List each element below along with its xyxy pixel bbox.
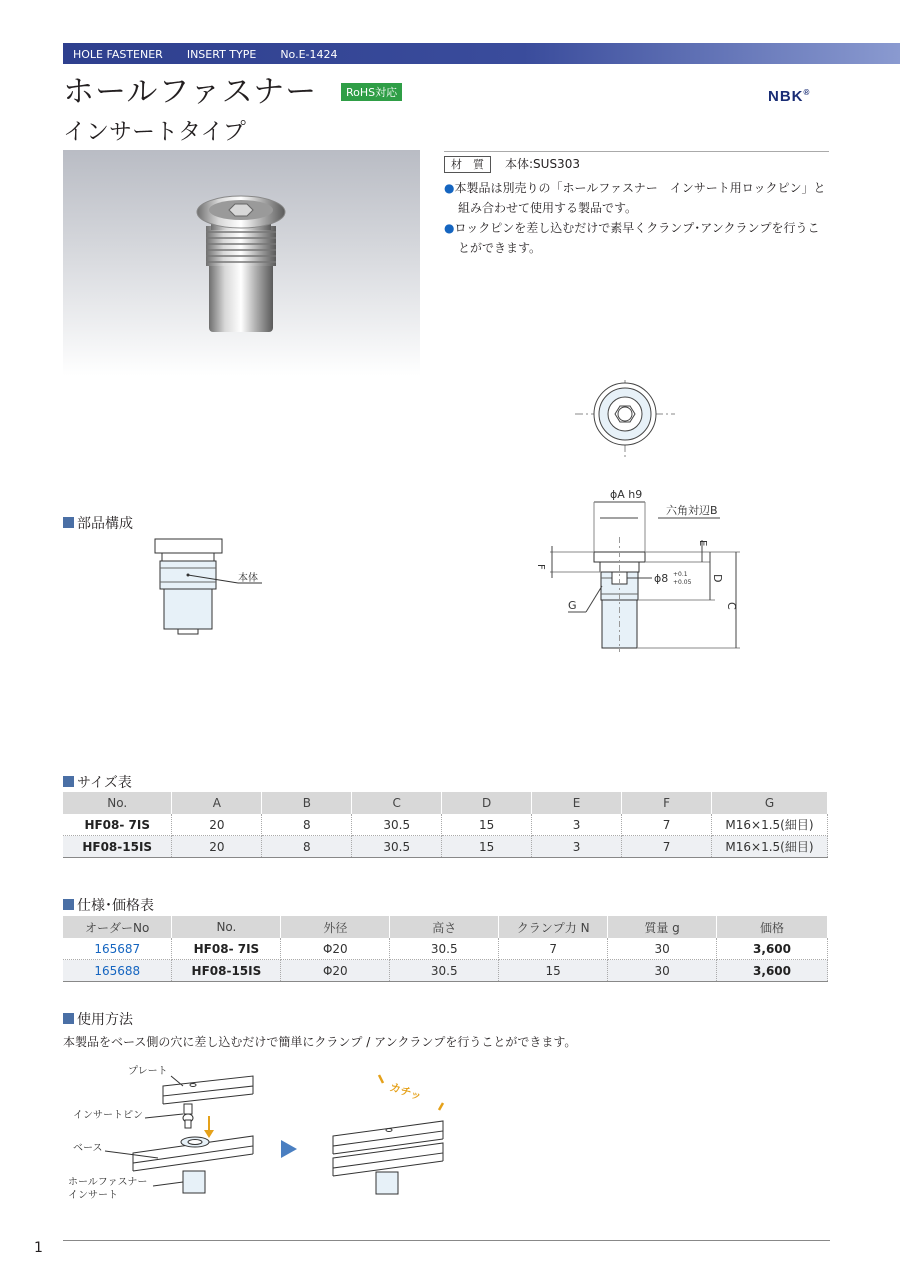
down-arrow-icon: [204, 1130, 214, 1138]
dim-g-label: G: [568, 599, 577, 612]
order-number-link[interactable]: 165687: [63, 938, 172, 960]
table-cell: HF08- 7IS: [172, 938, 281, 960]
section-marker: [63, 899, 74, 910]
top-view-drawing: [570, 380, 680, 460]
table-cell: 20: [172, 814, 262, 836]
table-row: [63, 938, 828, 960]
feature-text-cont: とができます。: [458, 241, 542, 255]
usage-description: 本製品をベース側の穴に差し込むだけで簡単にクランプ / アンクランプを行うことができます。: [63, 1035, 577, 1049]
col-header: G: [711, 792, 827, 814]
feature-text: ロックピンを差し込むだけで素早くクランプ･アンクランプを行うこ: [454, 221, 820, 235]
page-subtitle: インサートタイプ: [63, 119, 246, 145]
size-table: [63, 792, 828, 858]
brand-logo: [768, 88, 810, 105]
header-category: HOLE FASTENER: [73, 48, 163, 61]
tol-upper: +0.1: [673, 571, 688, 578]
size-table-heading: [63, 772, 132, 792]
col-header: 高さ: [390, 916, 499, 938]
usage-heading-text: 使用方法: [77, 1012, 133, 1028]
product-photo: [63, 150, 420, 376]
table-row: [63, 836, 828, 858]
col-header: F: [622, 792, 712, 814]
base-left: [133, 1136, 253, 1171]
col-header: クランプ力 N: [499, 916, 608, 938]
feature-item: [444, 178, 836, 198]
dim-c-label: C: [725, 602, 738, 610]
price-table: [63, 916, 828, 982]
table-cell: HF08- 7IS: [63, 814, 172, 836]
table-cell: Φ20: [281, 960, 390, 982]
rohs-badge: RoHS対応: [341, 83, 402, 101]
label-pin: インサートピン: [73, 1110, 143, 1121]
table-cell: 30.5: [352, 836, 442, 858]
feature-text: 本製品は別売りの「ホールファスナー インサート用ロックピン」と: [454, 181, 826, 195]
label-base: ベース: [73, 1143, 103, 1154]
dim-a-label: ϕA h9: [610, 488, 643, 501]
parts-label-body: 本体: [238, 573, 258, 584]
header-number: No.E-1424: [280, 48, 338, 61]
col-header: オーダーNo: [63, 916, 172, 938]
col-header: E: [532, 792, 622, 814]
table-cell: M16×1.5(細目): [711, 814, 827, 836]
next-arrow-icon: [281, 1140, 297, 1158]
material-value: 本体:SUS303: [505, 157, 580, 171]
table-cell: Φ20: [281, 938, 390, 960]
table-cell: 30: [608, 938, 717, 960]
price-cell: 3,600: [717, 938, 828, 960]
table-cell: 3: [532, 836, 622, 858]
order-number-link[interactable]: 165688: [63, 960, 172, 982]
dim-e-label: E: [697, 540, 708, 547]
table-cell: 8: [262, 814, 352, 836]
table-cell: 30.5: [390, 938, 499, 960]
product-render: [63, 150, 420, 376]
table-header-row: [63, 916, 828, 938]
table-cell: 15: [442, 836, 532, 858]
insert-pin: [183, 1104, 193, 1128]
table-row: [63, 960, 828, 982]
feature-list: [444, 178, 836, 258]
table-cell: HF08-15IS: [63, 836, 172, 858]
col-header: 質量 g: [608, 916, 717, 938]
table-cell: 8: [262, 836, 352, 858]
col-header: No.: [63, 792, 172, 814]
parts-heading: [63, 513, 133, 533]
page-number: 1: [34, 1240, 43, 1256]
price-table-heading: [63, 895, 154, 915]
table-header-row: [63, 792, 828, 814]
header-bar: [63, 43, 900, 64]
section-marker: [63, 517, 74, 528]
col-header: No.: [172, 916, 281, 938]
usage-heading: [63, 1009, 133, 1029]
label-plate: プレート: [128, 1066, 168, 1077]
table-cell: 20: [172, 836, 262, 858]
size-table-heading-text: サイズ表: [77, 775, 132, 791]
table-cell: 7: [499, 938, 608, 960]
tol-lower: +0.05: [673, 579, 692, 586]
table-cell: 15: [442, 814, 532, 836]
footer-divider: [63, 1240, 830, 1241]
col-header: A: [172, 792, 262, 814]
bullet-icon: ●: [444, 181, 455, 195]
price-cell: 3,600: [717, 960, 828, 982]
dim-d-label: D: [711, 574, 724, 583]
insert-body-left: [183, 1171, 205, 1193]
table-cell: 30.5: [390, 960, 499, 982]
label-insert-2: インサート: [68, 1190, 118, 1201]
col-header: C: [352, 792, 442, 814]
dim-f-label: F: [535, 564, 546, 570]
price-table-heading-text: 仕様･価格表: [77, 898, 154, 914]
table-cell: 30: [608, 960, 717, 982]
brand-text: NBK: [768, 88, 804, 105]
thread-ridges: [206, 226, 276, 266]
table-cell: 30.5: [352, 814, 442, 836]
table-cell: 7: [622, 836, 712, 858]
table-cell: 3: [532, 814, 622, 836]
material-label: 材 質: [444, 156, 491, 173]
bullet-icon: ●: [444, 221, 455, 235]
label-insert-1: ホールファスナー: [68, 1177, 148, 1188]
dia8-label: ϕ8: [654, 572, 669, 585]
table-cell: 15: [499, 960, 608, 982]
page-title: ホールファスナー: [63, 74, 318, 110]
spec-divider: [444, 151, 829, 152]
section-marker: [63, 1013, 74, 1024]
parts-drawing: [150, 535, 270, 640]
hex-b-label: 六角対辺B: [666, 504, 718, 517]
feature-item: [444, 218, 836, 238]
col-header: B: [262, 792, 352, 814]
parts-heading-text: 部品構成: [77, 516, 133, 532]
col-header: D: [442, 792, 532, 814]
feature-text-cont: 組み合わせて使用する製品です。: [458, 201, 638, 215]
section-marker: [63, 776, 74, 787]
header-type: INSERT TYPE: [186, 48, 257, 61]
click-sound-text: カチッ: [388, 1080, 424, 1103]
table-row: [63, 814, 828, 836]
col-header: 外径: [281, 916, 390, 938]
registered-mark: ®: [803, 88, 811, 97]
usage-illustration: [63, 1058, 463, 1208]
table-cell: 7: [622, 814, 712, 836]
col-header: 価格: [717, 916, 828, 938]
assembly-right: [333, 1121, 443, 1194]
dimension-drawing: [530, 482, 780, 657]
table-cell: HF08-15IS: [172, 960, 281, 982]
table-cell: M16×1.5(細目): [711, 836, 827, 858]
